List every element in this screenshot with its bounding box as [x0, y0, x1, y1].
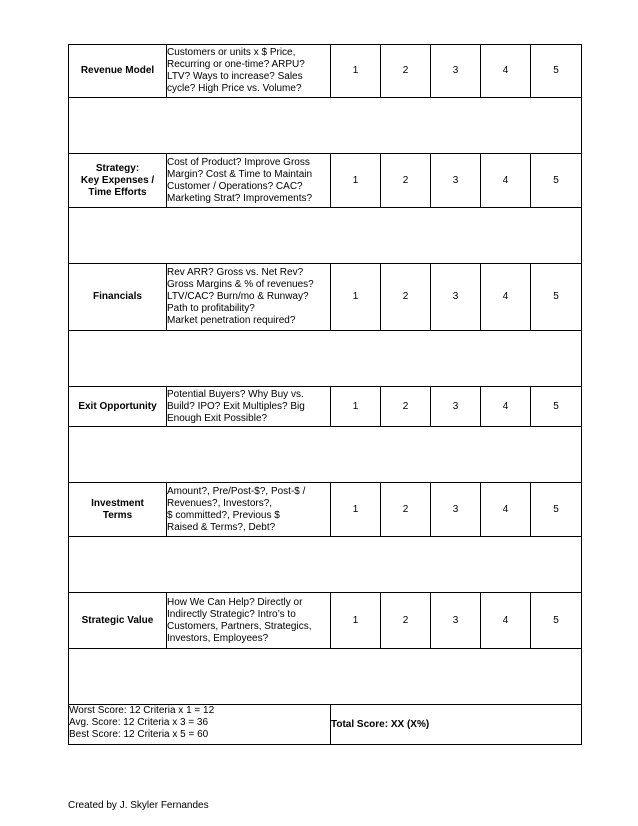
criterion-questions	[167, 387, 331, 427]
question-line: Customers or units x $ Price,	[167, 47, 296, 58]
score-option-2[interactable]: 2	[381, 45, 431, 98]
score-option-5[interactable]: 5	[531, 483, 582, 537]
criterion-questions	[167, 483, 331, 537]
score-range-line: Best Score: 12 Criteria x 5 = 60	[69, 729, 209, 740]
score-range-line: Worst Score: 12 Criteria x 1 = 12	[69, 705, 215, 716]
criterion-row	[69, 593, 582, 649]
score-option-3[interactable]: 3	[431, 264, 481, 331]
notes-cell[interactable]	[69, 331, 582, 387]
criterion-name-line: Financials	[93, 291, 142, 302]
question-line: Gross Margins & % of revenues?	[167, 279, 314, 290]
score-option-1[interactable]: 1	[331, 264, 381, 331]
question-line: LTV/CAC? Burn/mo & Runway?	[167, 291, 309, 302]
question-line: Enough Exit Possible?	[167, 412, 268, 424]
criterion-name	[69, 483, 167, 537]
score-option-2[interactable]: 2	[381, 593, 431, 649]
score-option-4[interactable]: 4	[481, 483, 531, 537]
question-line: Raised & Terms?, Debt?	[167, 521, 276, 533]
score-option-3[interactable]: 3	[431, 45, 481, 98]
notes-row	[69, 208, 582, 264]
score-range-line: Avg. Score: 12 Criteria x 3 = 36	[69, 717, 209, 728]
score-option-3[interactable]: 3	[431, 387, 481, 427]
criterion-name-line: Terms	[102, 509, 133, 521]
question-line: Path to profitability?	[167, 303, 255, 314]
notes-cell[interactable]	[69, 98, 582, 154]
criterion-name	[69, 387, 167, 427]
question-line: Revenues?, Investors?,	[167, 497, 273, 509]
notes-row	[69, 98, 582, 154]
notes-cell[interactable]	[69, 649, 582, 705]
score-option-1[interactable]: 1	[331, 154, 381, 208]
question-line: Customer / Operations? CAC?	[167, 180, 303, 192]
question-line: Rev ARR? Gross vs. Net Rev?	[167, 267, 304, 278]
criterion-name	[69, 264, 167, 331]
score-option-1[interactable]: 1	[331, 45, 381, 98]
criterion-name	[69, 154, 167, 208]
score-option-2[interactable]: 2	[381, 483, 431, 537]
score-option-5[interactable]: 5	[531, 154, 582, 208]
score-option-2[interactable]: 2	[381, 154, 431, 208]
score-option-1[interactable]: 1	[331, 387, 381, 427]
score-option-5[interactable]: 5	[531, 387, 582, 427]
score-option-5[interactable]: 5	[531, 45, 582, 98]
question-line: LTV? Ways to increase? Sales	[167, 71, 303, 82]
criterion-name-line: Time Efforts	[88, 186, 147, 198]
score-option-3[interactable]: 3	[431, 154, 481, 208]
notes-cell[interactable]	[69, 537, 582, 593]
notes-row	[69, 331, 582, 387]
question-line: Indirectly Strategic? Intro’s to	[167, 608, 296, 620]
criterion-name-line: Exit Opportunity	[78, 400, 157, 412]
score-option-4[interactable]: 4	[481, 45, 531, 98]
scoring-table	[68, 44, 582, 745]
summary-row	[69, 705, 582, 745]
score-option-4[interactable]: 4	[481, 154, 531, 208]
question-line: How We Can Help? Directly or	[167, 596, 303, 608]
score-option-4[interactable]: 4	[481, 387, 531, 427]
question-line: Customers, Partners, Strategics,	[167, 620, 312, 632]
criterion-row	[69, 387, 582, 427]
notes-cell[interactable]	[69, 208, 582, 264]
criterion-row	[69, 264, 582, 331]
notes-row	[69, 537, 582, 593]
criterion-name-line: Revenue Model	[80, 65, 155, 76]
question-line: Build? IPO? Exit Multiples? Big	[167, 400, 305, 412]
criterion-questions	[167, 593, 331, 649]
score-option-3[interactable]: 3	[431, 483, 481, 537]
question-line: Margin? Cost & Time to Maintain	[167, 168, 313, 180]
author-credit: Created by J. Skyler Fernandes	[68, 800, 209, 811]
question-line: Potential Buyers? Why Buy vs.	[167, 388, 304, 400]
criterion-name-line: Strategic Value	[81, 614, 154, 626]
question-line: Marketing Strat? Improvements?	[167, 192, 313, 204]
question-line: cycle? High Price vs. Volume?	[167, 83, 302, 94]
criterion-name-line: Key Expenses /	[80, 174, 155, 186]
question-line: Recurring or one-time? ARPU?	[167, 59, 305, 70]
score-option-5[interactable]: 5	[531, 593, 582, 649]
criterion-questions	[167, 264, 331, 331]
criterion-name-line: Investment	[91, 497, 144, 509]
criterion-name	[69, 593, 167, 649]
score-option-5[interactable]: 5	[531, 264, 582, 331]
score-option-3[interactable]: 3	[431, 593, 481, 649]
criterion-row	[69, 154, 582, 208]
score-option-1[interactable]: 1	[331, 593, 381, 649]
score-range-legend	[69, 705, 331, 745]
question-line: Cost of Product? Improve Gross	[167, 156, 310, 168]
criterion-questions	[167, 154, 331, 208]
notes-cell[interactable]	[69, 427, 582, 483]
criterion-questions	[167, 45, 331, 98]
total-score: Total Score: XX (X%)	[331, 705, 582, 745]
score-option-2[interactable]: 2	[381, 387, 431, 427]
question-line: Investors, Employees?	[167, 632, 269, 644]
score-option-2[interactable]: 2	[381, 264, 431, 331]
question-line: Market penetration required?	[167, 315, 296, 326]
criterion-name	[69, 45, 167, 98]
score-option-1[interactable]: 1	[331, 483, 381, 537]
notes-row	[69, 649, 582, 705]
criterion-row	[69, 483, 582, 537]
question-line: Amount?, Pre/Post-$?, Post-$ /	[167, 485, 306, 497]
score-option-4[interactable]: 4	[481, 593, 531, 649]
criterion-row	[69, 45, 582, 98]
criterion-name-line: Strategy:	[95, 162, 140, 174]
notes-row	[69, 427, 582, 483]
question-line: $ committed?, Previous $	[167, 509, 280, 521]
score-option-4[interactable]: 4	[481, 264, 531, 331]
